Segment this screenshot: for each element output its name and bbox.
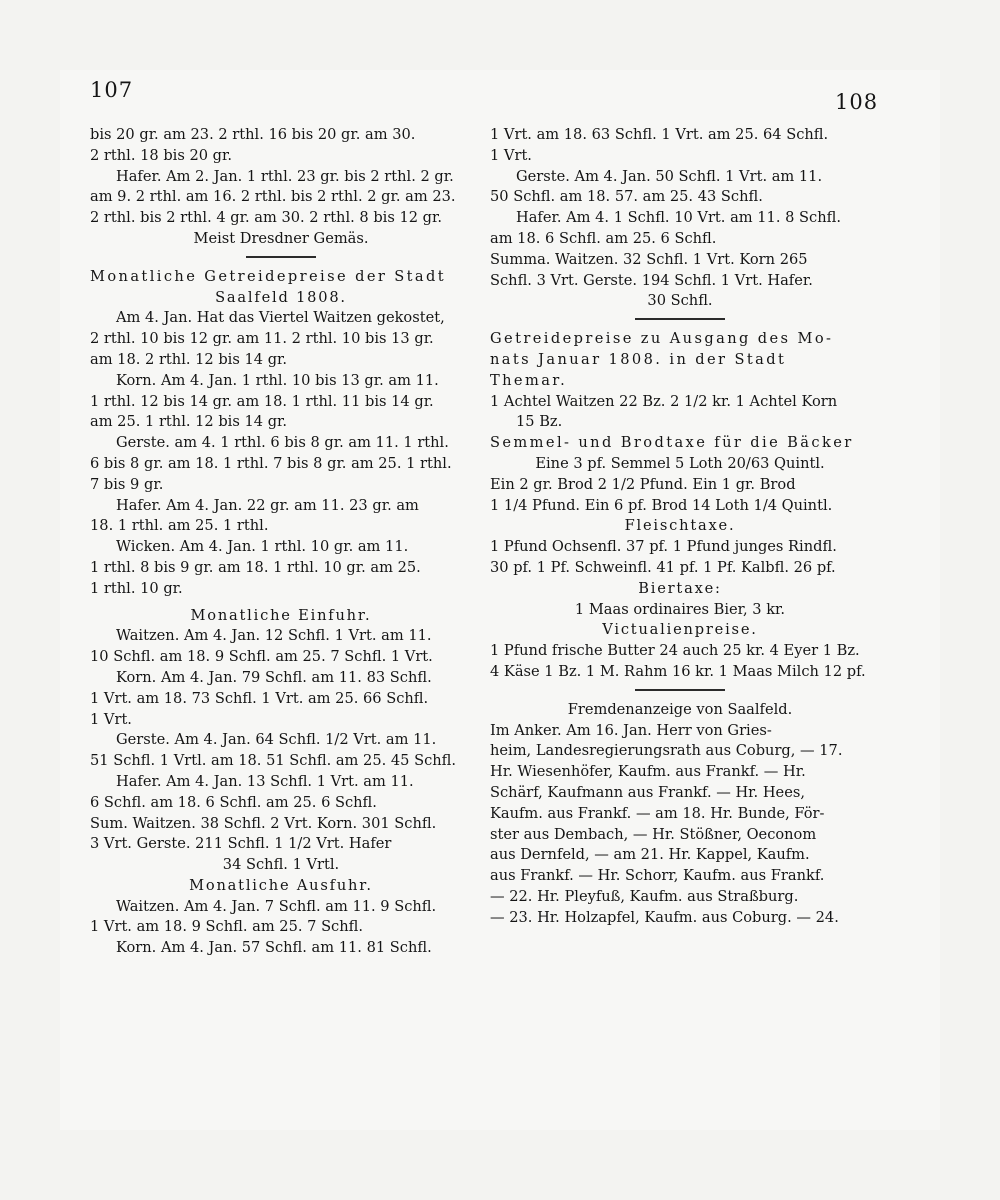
text-line: Hafer. Am 4. Jan. 22 gr. am 11. 23 gr. am	[116, 496, 419, 514]
left-column	[90, 125, 472, 959]
text-line: 34 Schfl. 1 Vrtl.	[222, 856, 340, 874]
text-line: Waitzen. Am 4. Jan. 7 Schfl. am 11. 9 Schfl.	[116, 897, 437, 915]
text-line: 4 Käse 1 Bz. 1 M. Rahm 16 kr. 1 Maas Milch 12 pf.	[490, 662, 866, 680]
text-line: 1 Vrt. am 18. 9 Schfl. am 25. 7 Schfl.	[90, 918, 364, 936]
text-line: 1 Vrt.	[490, 146, 532, 164]
text-line: am 9. 2 rthl. am 16. 2 rthl. bis 2 rthl. 2 gr. am 23.	[90, 188, 456, 206]
text-line: 1 Achtel Waitzen 22 Bz. 2 1/2 kr. 1 Achtel Korn	[490, 392, 838, 410]
section-divider	[635, 318, 725, 320]
text-line: 18. 1 rthl. am 25. 1 rthl.	[90, 517, 269, 535]
section-divider	[635, 689, 725, 691]
text-line: 1 rthl. 12 bis 14 gr. am 18. 1 rthl. 11 bis 14 gr.	[90, 392, 434, 410]
source-note: Meist Dresdner Gemäs.	[193, 229, 369, 247]
text-line: 1 rthl. 8 bis 9 gr. am 18. 1 rthl. 10 gr. am 25.	[90, 558, 421, 576]
section-divider	[246, 256, 316, 258]
text-line: 6 bis 8 gr. am 18. 1 rthl. 7 bis 8 gr. am 25. 1 rthl.	[90, 454, 452, 472]
section-heading: nats Januar 1808. in der Stadt	[490, 350, 787, 368]
section-heading: Biertaxe:	[638, 579, 722, 597]
text-line: 1 1/4 Pfund. Ein 6 pf. Brod 14 Loth 1/4 Quintl.	[490, 496, 833, 514]
text-line: 1 Pfund frische Butter 24 auch 25 kr. 4 Eyer 1 Bz.	[490, 642, 860, 660]
text-line: heim, Landesregierungsrath aus Coburg, — 17.	[490, 742, 843, 760]
text-line: 6 Schfl. am 18. 6 Schfl. am 25. 6 Schfl.	[90, 793, 377, 811]
text-line: ster aus Dembach, — Hr. Stößner, Oeconom	[490, 825, 817, 843]
text-line: Korn. Am 4. Jan. 1 rthl. 10 bis 13 gr. am 11.	[116, 371, 439, 389]
text-line: aus Dernfeld, — am 21. Hr. Kappel, Kaufm.	[490, 846, 810, 864]
text-line: 2 rthl. 10 bis 12 gr. am 11. 2 rthl. 10 bis 13 gr.	[90, 330, 434, 348]
text-line: Hafer. Am 2. Jan. 1 rthl. 23 gr. bis 2 rthl. 2 gr.	[116, 167, 454, 185]
text-line: Ein 2 gr. Brod 2 1/2 Pfund. Ein 1 gr. Brod	[490, 475, 796, 493]
page-number-left: 107	[90, 78, 134, 102]
text-line: am 25. 1 rthl. 12 bis 14 gr.	[90, 413, 288, 431]
text-line: Hafer. Am 4. 1 Schfl. 10 Vrt. am 11. 8 Schfl.	[516, 209, 841, 227]
text-line: 30 pf. 1 Pf. Schweinfl. 41 pf. 1 Pf. Kalbfl. 26 pf.	[490, 558, 836, 576]
text-line: 1 Maas ordinaires Bier, 3 kr.	[574, 600, 786, 618]
text-line: 15 Bz.	[516, 413, 563, 431]
text-line: — 23. Hr. Holzapfel, Kaufm. aus Coburg. — 24.	[490, 908, 839, 926]
text-line: Kaufm. aus Frankf. — am 18. Hr. Bunde, För-	[490, 804, 825, 822]
text-line: 1 Vrt. am 18. 73 Schfl. 1 Vrt. am 25. 66 Schfl.	[90, 689, 429, 707]
text-line: Korn. Am 4. Jan. 79 Schfl. am 11. 83 Schfl.	[116, 668, 432, 686]
text-line: Schärf, Kaufmann aus Frankf. — Hr. Hees,	[490, 783, 805, 801]
text-line: bis 20 gr. am 23. 2 rthl. 16 bis 20 gr. am 30.	[90, 126, 416, 143]
text-line: 1 Vrt. am 18. 63 Schfl. 1 Vrt. am 25. 64 Schfl.	[490, 126, 829, 143]
section-heading: Victualienpreise.	[602, 621, 758, 639]
text-line: 7 bis 9 gr.	[90, 475, 164, 493]
section-heading: Monatliche Getreidepreise der Stadt	[90, 267, 447, 285]
section-heading: Semmel- und Brodtaxe für die Bäcker	[490, 434, 854, 452]
text-line: 1 Vrt.	[90, 710, 132, 728]
text-line: Sum. Waitzen. 38 Schfl. 2 Vrt. Korn. 301 Schfl.	[90, 814, 437, 832]
section-heading: Saalfeld 1808.	[215, 288, 347, 306]
text-line: 2 rthl. 18 bis 20 gr.	[90, 146, 233, 164]
right-column	[490, 125, 870, 928]
text-line: am 18. 6 Schfl. am 25. 6 Schfl.	[490, 229, 717, 247]
text-line: 30 Schfl.	[647, 292, 713, 310]
text-line: Waitzen. Am 4. Jan. 12 Schfl. 1 Vrt. am 11.	[116, 627, 432, 645]
section-heading: Getreidepreise zu Ausgang des Mo-	[490, 330, 834, 348]
text-line: Gerste. Am 4. Jan. 64 Schfl. 1/2 Vrt. am 11.	[116, 731, 437, 749]
text-line: 1 Pfund Ochsenfl. 37 pf. 1 Pfund junges Rindfl.	[490, 538, 837, 556]
text-line: am 18. 2 rthl. 12 bis 14 gr.	[90, 350, 288, 368]
section-heading: Monatliche Ausfuhr.	[189, 876, 373, 894]
text-line: 10 Schfl. am 18. 9 Schfl. am 25. 7 Schfl. 1 Vrt.	[90, 648, 433, 666]
text-line: Wicken. Am 4. Jan. 1 rthl. 10 gr. am 11.	[116, 538, 409, 556]
text-line: Summa. Waitzen. 32 Schfl. 1 Vrt. Korn 265	[490, 250, 808, 268]
text-line: Eine 3 pf. Semmel 5 Loth 20/63 Quintl.	[535, 454, 825, 472]
text-line: Gerste. Am 4. Jan. 50 Schfl. 1 Vrt. am 11.	[516, 167, 823, 185]
text-line: Am 4. Jan. Hat das Viertel Waitzen gekostet,	[116, 309, 445, 327]
text-line: aus Frankf. — Hr. Schorr, Kaufm. aus Frankf.	[490, 867, 825, 885]
page-number-right: 108	[835, 90, 879, 114]
text-line: Hafer. Am 4. Jan. 13 Schfl. 1 Vrt. am 11.	[116, 772, 414, 790]
text-line: Gerste. am 4. 1 rthl. 6 bis 8 gr. am 11. 1 rthl.	[116, 434, 449, 452]
section-heading: Themar.	[490, 371, 568, 389]
text-line: Schfl. 3 Vrt. Gerste. 194 Schfl. 1 Vrt. Hafer.	[490, 271, 813, 289]
section-heading: Fleischtaxe.	[624, 517, 736, 535]
text-line: 50 Schfl. am 18. 57. am 25. 43 Schfl.	[490, 188, 763, 206]
text-line: 3 Vrt. Gerste. 211 Schfl. 1 1/2 Vrt. Hafer	[90, 835, 392, 853]
text-line: Korn. Am 4. Jan. 57 Schfl. am 11. 81 Schfl.	[116, 939, 432, 957]
section-heading: Monatliche Einfuhr.	[190, 606, 372, 624]
text-line: Hr. Wiesenhöfer, Kaufm. aus Frankf. — Hr.	[490, 763, 806, 781]
text-line: 51 Schfl. 1 Vrtl. am 18. 51 Schfl. am 25. 45 Schfl.	[90, 752, 457, 770]
text-line: 2 rthl. bis 2 rthl. 4 gr. am 30. 2 rthl. 8 bis 12 gr.	[90, 209, 443, 227]
text-line: Im Anker. Am 16. Jan. Herr von Gries-	[490, 721, 772, 739]
text-line: — 22. Hr. Pleyfuß, Kaufm. aus Straßburg.	[490, 887, 799, 905]
section-heading: Fremdenanzeige von Saalfeld.	[567, 700, 793, 718]
text-line: 1 rthl. 10 gr.	[90, 579, 183, 597]
